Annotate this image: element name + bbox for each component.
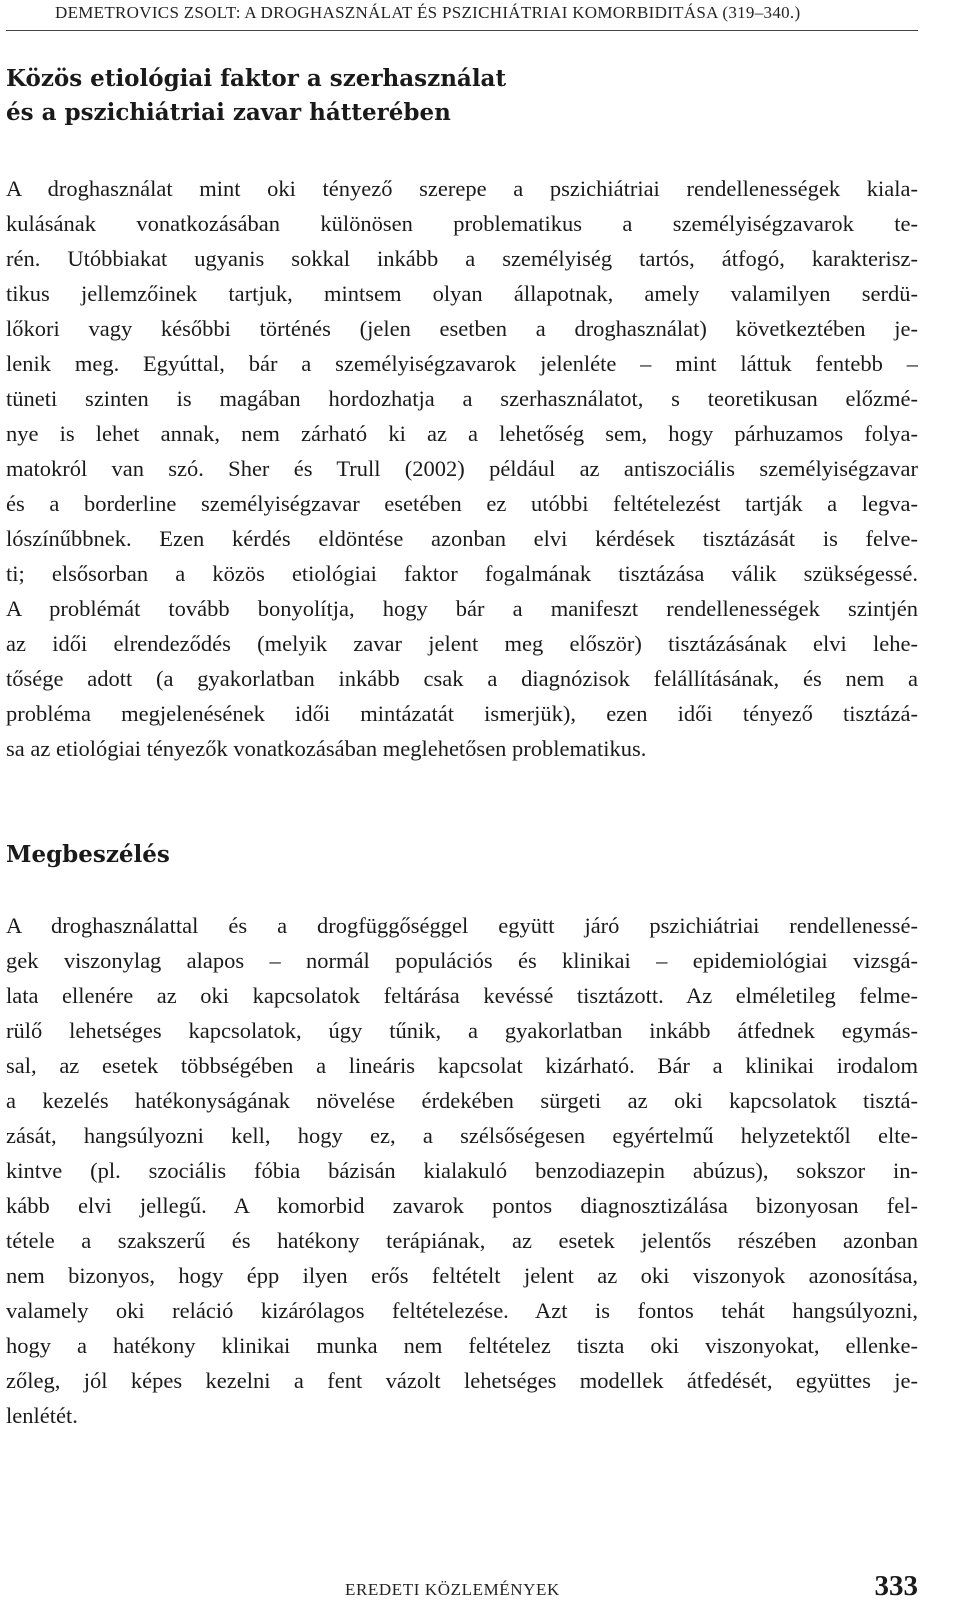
- journal-section-label: EREDETI KÖZLEMÉNYEK: [345, 1580, 560, 1599]
- section-title-common-etiology: [6, 62, 506, 130]
- text-line: kulásának vonatkozásában különösen problematikus a személyiségzavarok te-: [6, 211, 918, 236]
- text-line: tikus jellemzőinek tartjuk, mintsem olyan állapotnak, amely valamilyen serdü-: [6, 281, 918, 306]
- text-line: tüneti szinten is magában hordozhatja a szerhasználatot, s teoretikusan előzmé-: [6, 386, 918, 411]
- text-line: tétele a szakszerű és hatékony terápiának, az esetek jelentős részében azonban: [6, 1228, 918, 1253]
- text-line: A problémát tovább bonyolítja, hogy bár a manifeszt rendellenességek szintjén: [6, 596, 918, 621]
- page-number: 333: [874, 1570, 918, 1602]
- text-line: kintve (pl. szociális fóbia bázisán kialakuló benzodiazepin abúzus), sokszor in-: [6, 1158, 918, 1183]
- text-line: A droghasználat mint oki tényező szerepe a pszichiátriai rendellenességek kiala-: [6, 176, 918, 201]
- text-line: és a borderline személyiségzavar esetében ez utóbbi feltételezést tartják a legva-: [6, 491, 918, 516]
- text-line: rén. Utóbbiakat ugyanis sokkal inkább a személyiség tartós, átfogó, karakterisz-: [6, 246, 918, 271]
- body-paragraph-common-etiology: [6, 171, 918, 766]
- text-line: az idői elrendeződés (melyik zavar jelent meg először) tisztázásának elvi lehe-: [6, 631, 918, 656]
- text-line: rülő lehetséges kapcsolatok, úgy tűnik, a gyakorlatban inkább átfednek egymás-: [6, 1018, 918, 1043]
- text-line: sal, az esetek többségében a lineáris kapcsolat kizárható. Bár a klinikai irodalom: [6, 1053, 918, 1078]
- text-line: valamely oki reláció kizárólagos feltételezése. Azt is fontos tehát hangsúlyozni,: [6, 1298, 918, 1323]
- body-paragraph-discussion: [6, 908, 918, 1433]
- section-title-line: és a pszichiátriai zavar hátterében: [6, 99, 451, 126]
- text-line: lószínűbbnek. Ezen kérdés eldöntése azonban elvi kérdések tisztázását is felve-: [6, 526, 918, 551]
- header-divider: [6, 30, 918, 31]
- text-line: ti; elsősorban a közös etiológiai faktor fogalmának tisztázása válik szükségessé.: [6, 561, 918, 586]
- text-line: kább elvi jellegű. A komorbid zavarok pontos diagnosztizálása bizonyosan fel-: [6, 1193, 918, 1218]
- text-line: tősége adott (a gyakorlatban inkább csak a diagnózisok felállításának, és nem a: [6, 666, 918, 691]
- section-title-line: Közös etiológiai faktor a szerhasználat: [6, 65, 507, 92]
- text-line: nye is lehet annak, nem zárható ki az a lehetőség sem, hogy párhuzamos folya-: [6, 421, 918, 446]
- section-title-discussion: Megbeszélés: [6, 841, 170, 868]
- text-line: nem bizonyos, hogy épp ilyen erős feltételt jelent az oki viszonyok azonosítása,: [6, 1263, 918, 1288]
- running-head: DEMETROVICS ZSOLT: A DROGHASZNÁLAT ÉS PSZICHIÁTRIAI KOMORBIDITÁSA (319–340.): [55, 3, 801, 22]
- text-line: probléma megjelenésének idői mintázatát ismerjük), ezen idői tényező tisztázá-: [6, 701, 918, 726]
- text-line: hogy a hatékony klinikai munka nem feltételez tiszta oki viszonyokat, ellenke-: [6, 1333, 918, 1358]
- text-line: lőkori vagy későbbi történés (jelen esetben a droghasználat) következtében je-: [6, 316, 918, 341]
- text-line: zását, hangsúlyozni kell, hogy ez, a szélsőségesen egyértelmű helyzetektől elte-: [6, 1123, 918, 1148]
- text-line: matokról van szó. Sher és Trull (2002) például az antiszociális személyiségzavar: [6, 456, 918, 481]
- text-line: zőleg, jól képes kezelni a fent vázolt lehetséges modellek átfedését, együttes je-: [6, 1368, 918, 1393]
- text-line: lenlétét.: [6, 1403, 78, 1428]
- text-line: lenik meg. Egyúttal, bár a személyiségzavarok jelenléte – mint láttuk fentebb –: [6, 351, 918, 376]
- text-line: gek viszonylag alapos – normál populációs és klinikai – epidemiológiai vizsgá-: [6, 948, 918, 973]
- text-line: A droghasználattal és a drogfüggőséggel együtt járó pszichiátriai rendellenessé-: [6, 913, 918, 938]
- text-line: lata ellenére az oki kapcsolatok feltárása kevéssé tisztázott. Az elméletileg felme-: [6, 983, 918, 1008]
- text-line: a kezelés hatékonyságának növelése érdekében sürgeti az oki kapcsolatok tisztá-: [6, 1088, 918, 1113]
- text-line: sa az etiológiai tényezők vonatkozásában meglehetősen problematikus.: [6, 736, 647, 761]
